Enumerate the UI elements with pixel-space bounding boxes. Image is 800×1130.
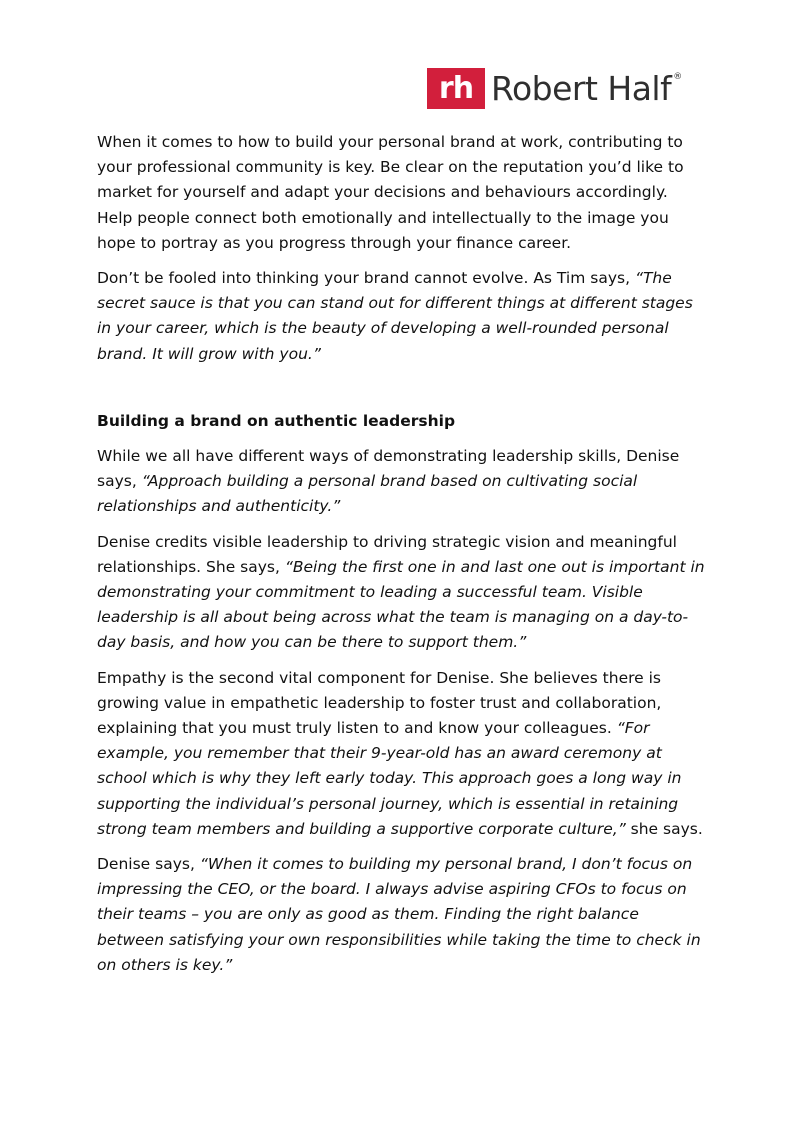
paragraph-quote: “When it comes to building my personal brand, I don’t focus on impressing the CEO, or the board. I always advise aspiring CFOs to focus on their teams – you are only as good as them. Finding the right balance between satisfying your own responsibilities while taking the time to check in on others is key.” bbox=[97, 855, 701, 974]
paragraph-text: Denise credits visible leadership to driving strategic vision and meaningful relationships. She says, bbox=[97, 532, 677, 576]
paragraph-text: Don’t be fooled into thinking your brand cannot evolve. As Tim says, bbox=[97, 269, 635, 288]
paragraph-3 bbox=[97, 444, 707, 520]
paragraph-text: Empathy is the second vital component for Denise. She believes there is growing value in empathetic leadership to foster trust and collaboration, explaining that you must truly listen to and know your colleagues. bbox=[97, 668, 662, 738]
paragraph-4 bbox=[97, 530, 707, 656]
paragraph-quote: “Approach building a personal brand based on cultivating social relationships and authenticity.” bbox=[97, 472, 638, 516]
paragraph-quote: “For example, you remember that their 9-year-old has an award ceremony at school which is why they left early today. This approach goes a long way in supporting the individual’s personal journey, which is essential in retaining strong team members and building a supportive corporate culture,” bbox=[97, 719, 682, 838]
paragraph-6 bbox=[97, 852, 707, 978]
paragraph-quote: “The secret sauce is that you can stand out for different things at different stages in your career, which is the beauty of developing a well-rounded personal brand. It will grow with you.” bbox=[97, 269, 693, 363]
article-body bbox=[97, 130, 707, 988]
paragraph-tail: she says. bbox=[625, 819, 703, 838]
logo-mark: rh bbox=[427, 68, 485, 109]
paragraph-2 bbox=[97, 266, 707, 367]
logo-registered-mark: ® bbox=[673, 72, 683, 82]
paragraph-quote: “Being the first one in and last one out is important in demonstrating your commitment to leading a successful team. Visible leadership is all about being across what the team is managing on a day-to-day basis, and how you can be there to support them.” bbox=[97, 557, 705, 652]
paragraph-text: Denise says, bbox=[97, 855, 200, 874]
paragraph-5 bbox=[97, 666, 707, 842]
robert-half-logo bbox=[427, 68, 682, 109]
logo-wordmark: Robert Half bbox=[491, 69, 672, 108]
paragraph-1 bbox=[97, 130, 707, 256]
paragraph-text: While we all have different ways of demonstrating leadership skills, Denise says, bbox=[97, 447, 680, 491]
paragraph-text: When it comes to how to build your personal brand at work, contributing to your professional community is key. Be clear on the reputation you’d like to market for yourself and adapt your decisions and behaviours accordingly. Help people connect both emotionally and intellectually to the image you hope to portray as you progress through your finance career. bbox=[97, 133, 684, 252]
section-heading: Building a brand on authentic leadership bbox=[97, 411, 456, 430]
